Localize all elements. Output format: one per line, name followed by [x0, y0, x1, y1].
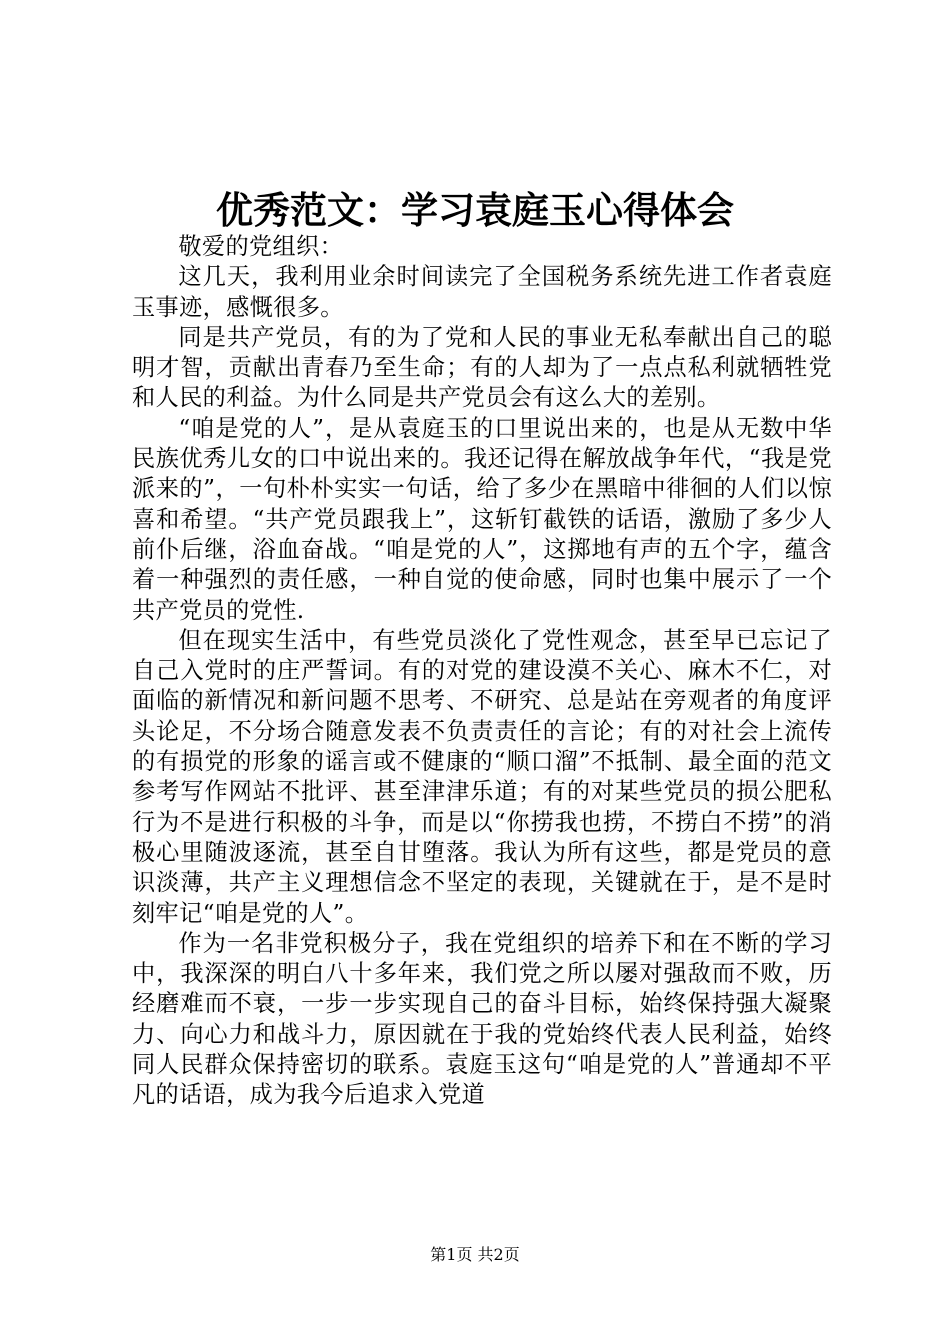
paragraph: 作为一名非党积极分子，我在党组织的培养下和在不断的学习中，我深深的明白八十多年来，我们党之所以屡对强敌而不败，历经磨难而不衰，一步一步实现自己的奋斗目标，始终保持强大凝聚力、向心力和战斗力，原因就在于我的党始终代表人民利益，始终同人民群众保持密切的联系。袁庭玉这句“咱是党的人”普通却不平凡的话语，成为我今后追求入党道 [132, 929, 832, 1109]
salutation: 敬爱的党组织： [178, 233, 344, 260]
paragraph: 但在现实生活中，有些党员淡化了党性观念，甚至早已忘记了自己入党时的庄严誓词。有的对党的建设漠不关心、麻木不仁，对面临的新情况和新问题不思考、不研究、总是站在旁观者的角度评头论足，不分场合随意发表不负责责任的言论；有的对社会上流传的有损党的形象的谣言或不健康的“顺口溜”不抵制、最全面的范文参考写作网站不批评、甚至津津乐道；有的对某些党员的损公肥私行为不是进行积极的斗争，而是以“你捞我也捞，不捞白不捞”的消极心里随波逐流，甚至自甘堕落。我认为所有这些，都是党员的意识淡薄，共产主义理想信念不坚定的表现，关键就在于，是不是时刻牢记“咱是党的人”。 [132, 626, 832, 927]
page-footer [0, 1245, 950, 1265]
paragraph: 同是共产党员，有的为了党和人民的事业无私奉献出自己的聪明才智，贡献出青春乃至生命；有的人却为了一点点私利就牺牲党和人民的利益。为什么同是共产党员会有这么大的差别。 [132, 323, 832, 412]
paragraph: “咱是党的人”，是从袁庭玉的口里说出来的，也是从无数中华民族优秀儿女的口中说出来的。我还记得在解放战争年代，“我是党派来的”，一句朴朴实实一句话，给了多少在黑暗中徘徊的人们以惊喜和希望。“共产党员跟我上”，这斩钉截铁的话语，激励了多少人前仆后继，浴血奋战。“咱是党的人”，这掷地有声的五个字，蕴含着一种强烈的责任感，一种自觉的使命感，同时也集中展示了一个共产党员的党性. [132, 414, 832, 624]
document-title: 优秀范文：学习袁庭玉心得体会 [216, 188, 734, 232]
document-body [132, 232, 832, 1111]
page-number: 第1页 共2页 [430, 1245, 520, 1264]
paragraph: 这几天，我利用业余时间读完了全国税务系统先进工作者袁庭玉事迹，感慨很多。 [132, 263, 832, 321]
